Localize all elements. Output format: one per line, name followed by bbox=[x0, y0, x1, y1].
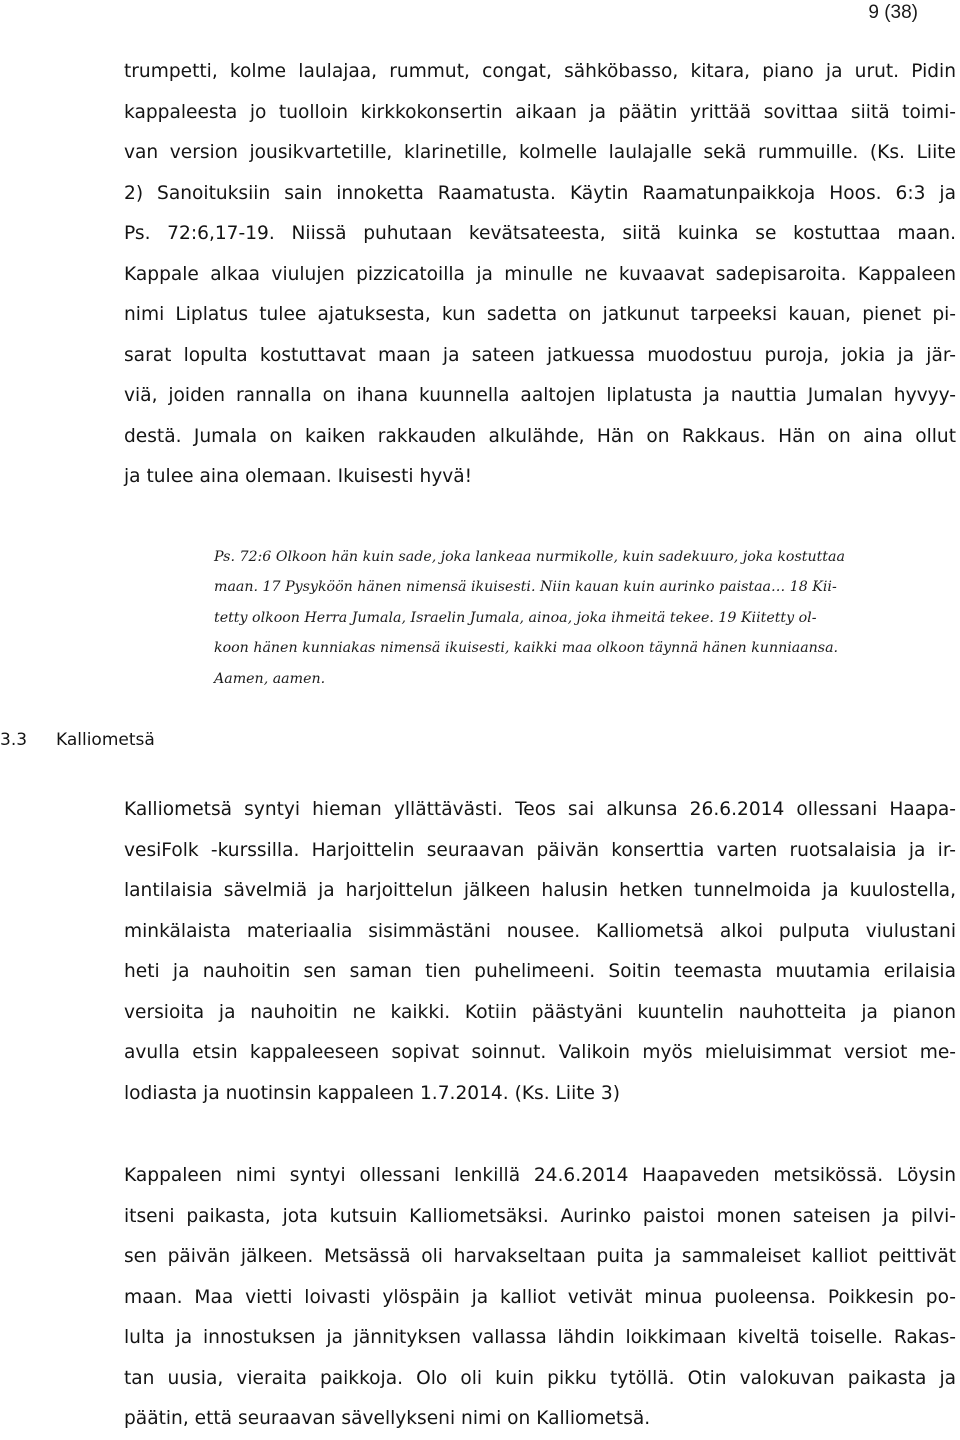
section-number: 3.3 bbox=[0, 730, 28, 750]
text-line: vesiFolk -kurssilla. Harjoittelin seuraavan päivän konserttia varten ruotsalaisia ja ir- bbox=[124, 839, 956, 861]
text-line: itseni paikasta, jota kutsuin Kalliometsäksi. Aurinko paistoi monen sateisen ja pilvi- bbox=[124, 1205, 956, 1227]
paragraph-liplatus bbox=[124, 52, 956, 498]
paragraph-kalliometsa-origin bbox=[124, 790, 956, 1114]
page-number: 9 (38) bbox=[868, 2, 918, 23]
bible-quote bbox=[214, 542, 914, 694]
paragraph-kalliometsa-name bbox=[124, 1156, 956, 1440]
text-line: päätin, että seuraavan sävellykseni nimi on Kalliometsä. bbox=[124, 1408, 651, 1429]
section-heading bbox=[0, 730, 155, 750]
quote-line: tetty olkoon Herra Jumala, Israelin Jumala, ainoa, joka ihmeitä tekee. 19 Kiitetty ol- bbox=[214, 609, 817, 626]
quote-line: koon hänen kunniakas nimensä ikuisesti, kaikki maa olkoon täynnä hänen kunniaansa. bbox=[214, 640, 839, 657]
text-line: sen päivän jälkeen. Metsässä oli harvakseltaan puita ja sammaleiset kalliot peittivät bbox=[124, 1246, 956, 1267]
text-line: kappaleesta jo tuolloin kirkkokonsertin aikaan ja päätin yrittää sovittaa siitä toimi- bbox=[124, 101, 956, 123]
text-line: trumpetti, kolme laulajaa, rummut, congat, sähköbasso, kitara, piano ja urut. Pidin bbox=[124, 61, 956, 82]
text-line: lodiasta ja nuotinsin kappaleen 1.7.2014. (Ks. Liite 3) bbox=[124, 1082, 620, 1104]
text-line: Ps. 72:6,17-19. Niissä puhutaan kevätsateesta, siitä kuinka se kostuttaa maan. bbox=[124, 223, 956, 244]
text-line: Kappaleen nimi syntyi ollessani lenkillä 24.6.2014 Haapaveden metsikössä. Löysin bbox=[124, 1165, 956, 1186]
text-line: tan uusia, vieraita paikkoja. Olo oli kuin pikku tytöllä. Otin valokuvan paikasta ja bbox=[124, 1367, 956, 1389]
text-line: nimi Liplatus tulee ajatuksesta, kun sadetta on jatkunut tarpeeksi kauan, pienet pi- bbox=[124, 304, 956, 325]
section-title: Kalliometsä bbox=[56, 730, 155, 750]
quote-line: maan. 17 Pysyköön hänen nimensä ikuisesti. Niin kauan kuin aurinko paistaa… 18 Kii- bbox=[214, 579, 837, 596]
text-line: minkälaista materiaalia sisimmästäni nousee. Kalliometsä alkoi pulputa viulustani bbox=[124, 920, 956, 942]
text-line: sarat lopulta kostuttavat maan ja sateen jatkuessa muodostuu puroja, jokia ja jär- bbox=[124, 344, 956, 366]
text-line: viä, joiden rannalla on ihana kuunnella aaltojen liplatusta ja nauttia Jumalan hyvyy- bbox=[124, 385, 956, 406]
text-line: avulla etsin kappaleeseen sopivat soinnut. Valikoin myös mieluisimmat versiot me- bbox=[124, 1042, 956, 1063]
text-line: lulta ja innostuksen ja jännityksen vallassa lähdin loikkimaan kiveltä toiselle. Rakas- bbox=[124, 1327, 956, 1348]
text-line: lantilaisia sävelmiä ja harjoittelun jälkeen halusin hetken tunnelmoida ja kuulostella, bbox=[124, 880, 956, 901]
text-line: destä. Jumala on kaiken rakkauden alkulähde, Hän on Rakkaus. Hän on aina ollut bbox=[124, 425, 956, 447]
text-line: Kalliometsä syntyi hieman yllättävästi. Teos sai alkunsa 26.6.2014 ollessani Haapa- bbox=[124, 799, 956, 820]
text-line: van version jousikvartetille, klarinetille, kolmelle laulajalle sekä rummuille. (Ks. Liite bbox=[124, 142, 956, 163]
text-line: ja tulee aina olemaan. Ikuisesti hyvä! bbox=[124, 466, 473, 487]
text-line: Kappale alkaa viulujen pizzicatoilla ja minulle ne kuvaavat sadepisaroita. Kappaleen bbox=[124, 263, 956, 285]
text-line: maan. Maa vietti loivasti ylöspäin ja kalliot vetivät minua puoleensa. Poikkesin po- bbox=[124, 1286, 956, 1308]
quote-line: Aamen, aamen. bbox=[214, 670, 326, 687]
text-line: versioita ja nauhoitin ne kaikki. Kotiin päästyäni kuuntelin nauhotteita ja pianon bbox=[124, 1001, 956, 1023]
text-line: 2) Sanoituksiin sain innoketta Raamatusta. Käytin Raamatunpaikkoja Hoos. 6:3 ja bbox=[124, 182, 956, 204]
quote-line: Ps. 72:6 Olkoon hän kuin sade, joka lankeaa nurmikolle, kuin sadekuuro, joka kostuttaa bbox=[214, 549, 845, 565]
text-line: heti ja nauhoitin sen saman tien puhelimeeni. Soitin teemasta muutamia erilaisia bbox=[124, 961, 956, 982]
